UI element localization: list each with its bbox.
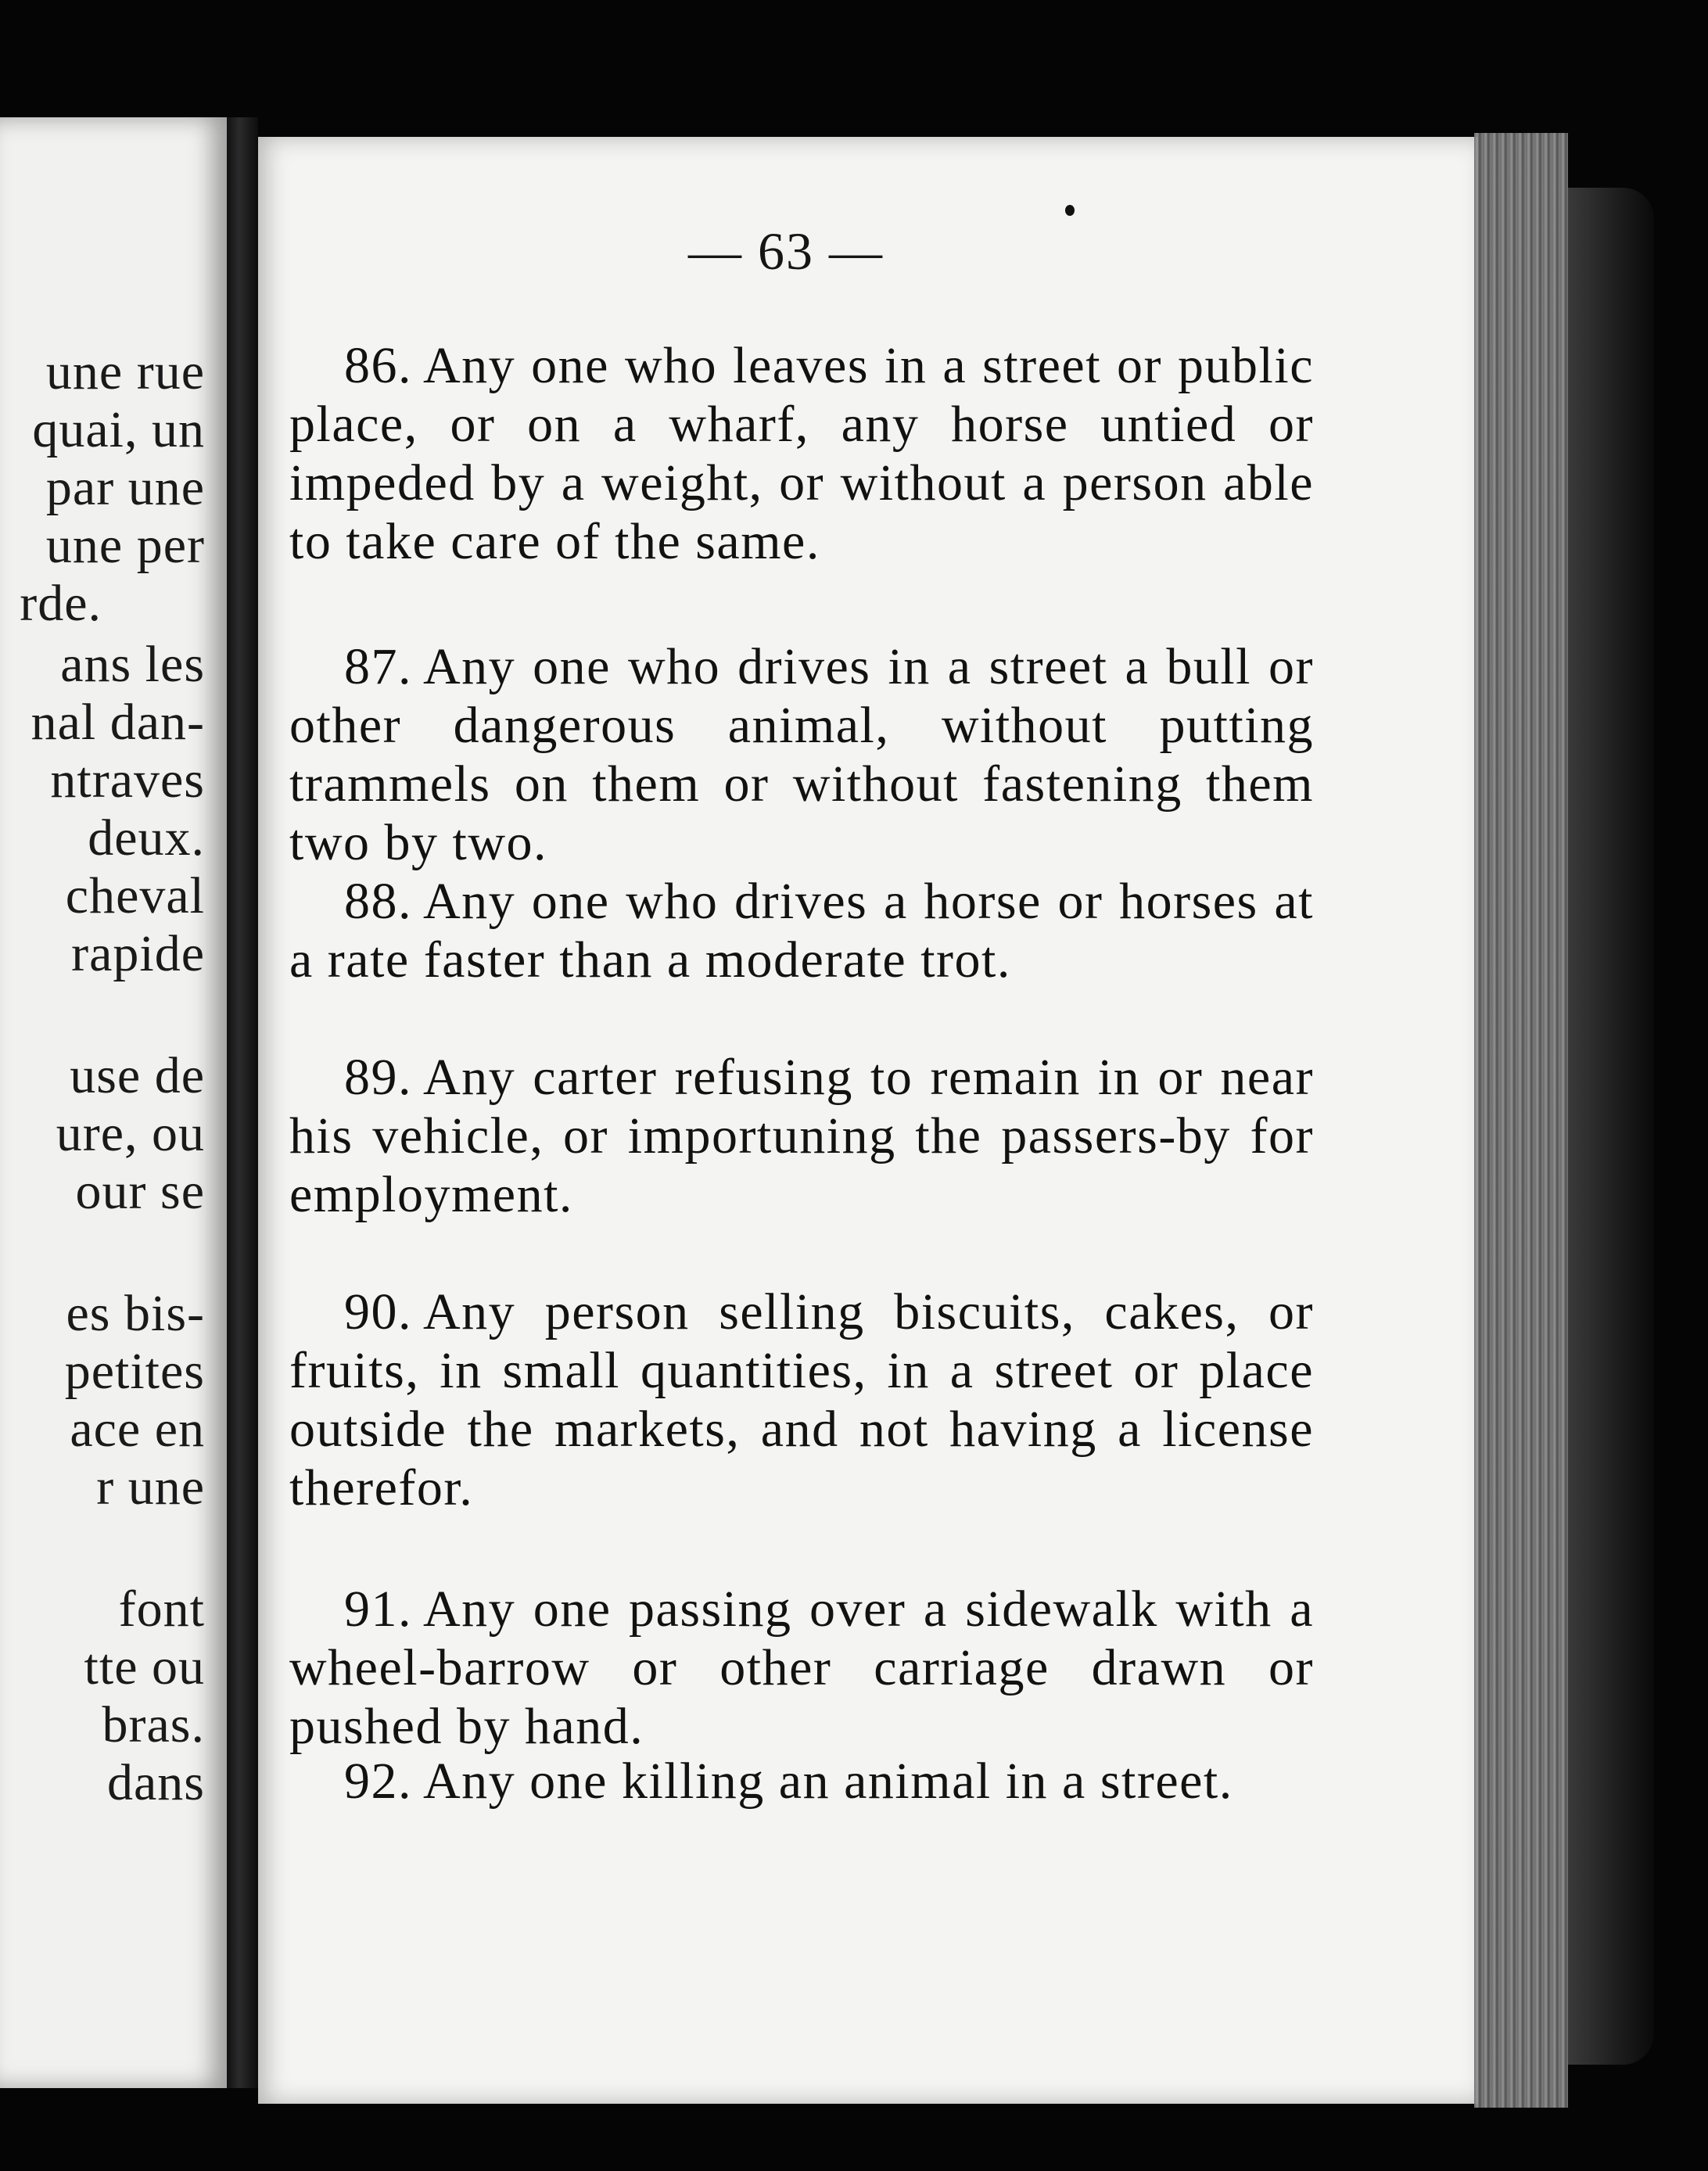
facing-page-line: bras. [102, 1696, 205, 1753]
facing-page-line: font [118, 1581, 205, 1638]
entry-number: 92. [344, 1753, 412, 1810]
entry-number: 88. [344, 873, 412, 930]
facing-page-line: une rue [45, 343, 205, 400]
entry-87 [289, 637, 1314, 872]
facing-page-line: rapide [71, 925, 205, 982]
entry-text: Any one passing over a sidewalk with a wheel-barrow or other carriage drawn or pushed by hand. [289, 1581, 1314, 1755]
entry-number: 87. [344, 638, 412, 695]
facing-page-line: petites [64, 1343, 205, 1400]
facing-page-line: ntraves [50, 752, 205, 809]
entry-number: 86. [344, 337, 412, 394]
entry-89 [289, 1048, 1314, 1224]
entry-number: 91. [344, 1581, 412, 1638]
facing-page-line: quai, un [32, 401, 205, 458]
page-edges [1474, 133, 1568, 2108]
facing-page [0, 117, 227, 2088]
entry-text: Any one who drives in a street a bull or other dangerous animal, without putting trammels on them or without fastening them two by two. [289, 638, 1314, 871]
entry-text: Any one who leaves in a street or public place, or on a wharf, any horse untied or impeded by a weight, or without a person able to take care of the same. [289, 337, 1314, 570]
entry-text: Any carter refusing to remain in or near his vehicle, or importuning the passers-by for employment. [289, 1049, 1314, 1223]
entry-86 [289, 336, 1314, 571]
entry-90 [289, 1283, 1314, 1517]
ink-speck [1065, 205, 1075, 216]
facing-page-line: ure, ou [56, 1105, 205, 1162]
facing-page-line: tte ou [84, 1638, 205, 1696]
facing-page-line: nal dan- [30, 694, 205, 751]
facing-page-line: r une [96, 1459, 205, 1516]
entry-91 [289, 1580, 1314, 1756]
book-cover-edge [1568, 188, 1654, 2065]
facing-page-line: use de [70, 1047, 205, 1104]
facing-page-line: par une [45, 459, 205, 516]
facing-page-line: deux. [88, 809, 205, 867]
facing-page-line: une per [45, 517, 205, 574]
page-number: — 63 — [688, 221, 884, 281]
entry-number: 89. [344, 1049, 412, 1106]
entry-text: Any person selling biscuits, cakes, or fruits, in small quantities, in a street or place outside the markets, and not having a license therefor. [289, 1283, 1314, 1516]
entry-88 [289, 872, 1314, 989]
entry-text: Any one who drives a horse or horses at a rate faster than a moderate trot. [289, 873, 1314, 989]
facing-page-line: es bis- [66, 1285, 205, 1342]
facing-page-line: our se [75, 1163, 205, 1220]
entry-number: 90. [344, 1283, 412, 1340]
book-gutter [227, 117, 258, 2088]
facing-page-line: dans [107, 1754, 205, 1811]
entry-92 [289, 1752, 1314, 1810]
entry-text: Any one killing an animal in a street. [423, 1753, 1233, 1810]
facing-page-line: rde. [20, 575, 102, 632]
facing-page-line: ace en [70, 1401, 205, 1458]
facing-page-line: cheval [65, 867, 205, 924]
facing-page-line: ans les [60, 636, 205, 693]
